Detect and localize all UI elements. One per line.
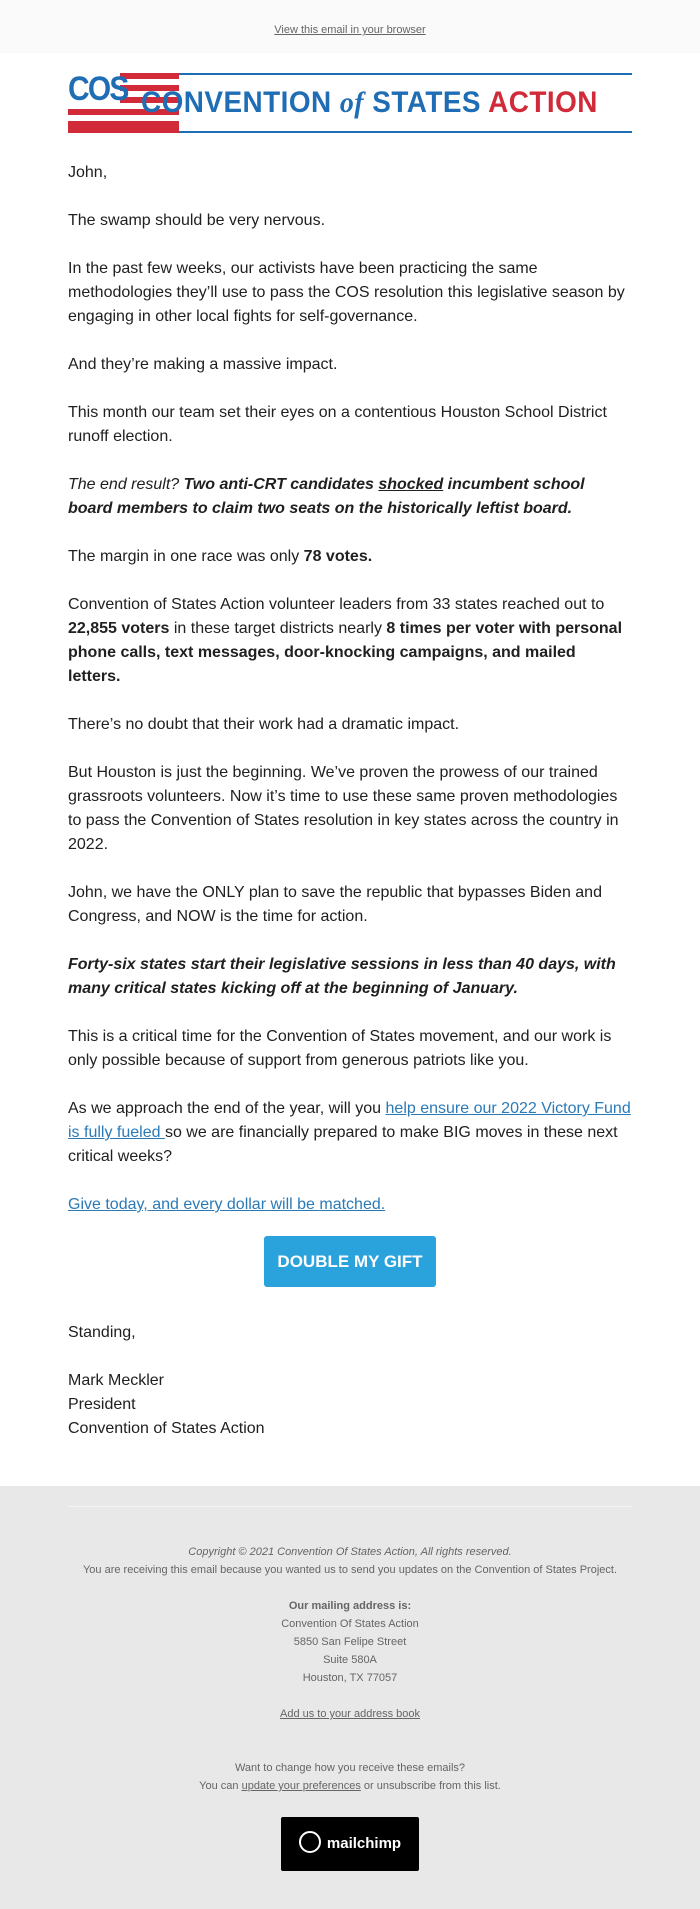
paragraph: John, we have the ONLY plan to save the republic that bypasses Biden and Congress, and NOW is the time for action. — [68, 884, 602, 925]
footer — [0, 1486, 700, 1909]
paragraph: In the past few weeks, our activists have been practicing the same methodologies they’ll use to pass the COS resolution this legislative season by engaging in other local fights for self-governance. — [68, 260, 625, 325]
address-line: Suite 580A — [323, 1654, 377, 1666]
footer-divider — [68, 1506, 632, 1507]
paragraph: The swamp should be very nervous. — [68, 212, 326, 229]
address-book-link[interactable]: Add us to your address book — [279, 1708, 421, 1720]
change-prefs-question: Want to change how you receive these emails? — [234, 1762, 466, 1774]
victory-fund-link[interactable]: help ensure our 2022 Victory Fund is fully fueled — [68, 1100, 631, 1141]
paragraph-match — [68, 1193, 632, 1217]
address-line: 5850 San Felipe Street — [293, 1636, 407, 1648]
change-prefs-line: You can update your preferences or unsubscribe from this list. — [199, 1780, 501, 1792]
view-in-browser-link[interactable]: View this email in your browser — [274, 24, 426, 36]
paragraph-volunteers: Convention of States Action volunteer leaders from 33 states reached out to 22,855 voters in these target districts nearly 8 times per voter with personal phone calls, text messages, door-knocking campaigns, and mailed letters. — [68, 596, 623, 685]
mailchimp-badge[interactable]: mailchimp — [281, 1817, 419, 1871]
paragraph-margin: The margin in one race was only 78 votes. — [68, 548, 373, 565]
logo-wordmark: CONVENTION of STATES ACTION — [140, 86, 598, 119]
paragraph-victory-fund: As we approach the end of the year, will you help ensure our 2022 Victory Fund is fully fueled so we are financially prepared to make BIG moves in these next critical weeks? — [68, 1100, 631, 1165]
mailing-address-label: Our mailing address is: — [288, 1600, 412, 1612]
signer-title: President — [68, 1396, 136, 1413]
email-body — [0, 53, 700, 1486]
copyright: Copyright © 2021 Convention Of States Action, All rights reserved. — [188, 1546, 512, 1558]
address-line: Houston, TX 77057 — [302, 1672, 398, 1684]
paragraph: This month our team set their eyes on a contentious Houston School District runoff election. — [68, 404, 607, 445]
paragraph: And they’re making a massive impact. — [68, 356, 338, 373]
give-today-link[interactable]: Give today, and every dollar will be matched. — [68, 1196, 386, 1213]
mailchimp-icon — [299, 1831, 321, 1853]
paragraph-end-result: The end result? Two anti-CRT candidates shocked incumbent school board members to claim two seats on the historically leftist board. — [68, 476, 585, 517]
subscription-reason: You are receiving this email because you wanted us to send you updates on the Convention of States Project. — [82, 1564, 618, 1576]
cos-action-logo — [68, 71, 632, 135]
cos-flag-mark — [68, 70, 131, 133]
greeting: John, — [68, 164, 108, 181]
paragraph-sessions: Forty-six states start their legislative sessions in less than 40 days, with many critical states kicking off at the beginning of January. — [68, 956, 616, 997]
address-line: Convention Of States Action — [281, 1618, 419, 1630]
preheader — [0, 0, 700, 53]
paragraph: But Houston is just the beginning. We’ve proven the prowess of our trained grassroots volunteers. Now it’s time to use these same proven methodologies to pass the Convention of States resolution in key states across the country in 2022. — [68, 764, 619, 853]
paragraph: This is a critical time for the Convention of States movement, and our work is only possible because of support from generous patriots like you. — [68, 1028, 612, 1069]
double-my-gift-button[interactable]: DOUBLE MY GIFT — [264, 1236, 436, 1287]
signer-name: Mark Meckler — [68, 1372, 165, 1389]
sign-off: Standing, — [68, 1324, 136, 1341]
update-preferences-link[interactable]: update your preferences — [241, 1780, 361, 1792]
cos-mark-text: COS — [68, 70, 128, 108]
signature — [68, 1321, 632, 1441]
signer-org: Convention of States Action — [68, 1420, 265, 1437]
paragraph: There’s no doubt that their work had a dramatic impact. — [68, 716, 460, 733]
